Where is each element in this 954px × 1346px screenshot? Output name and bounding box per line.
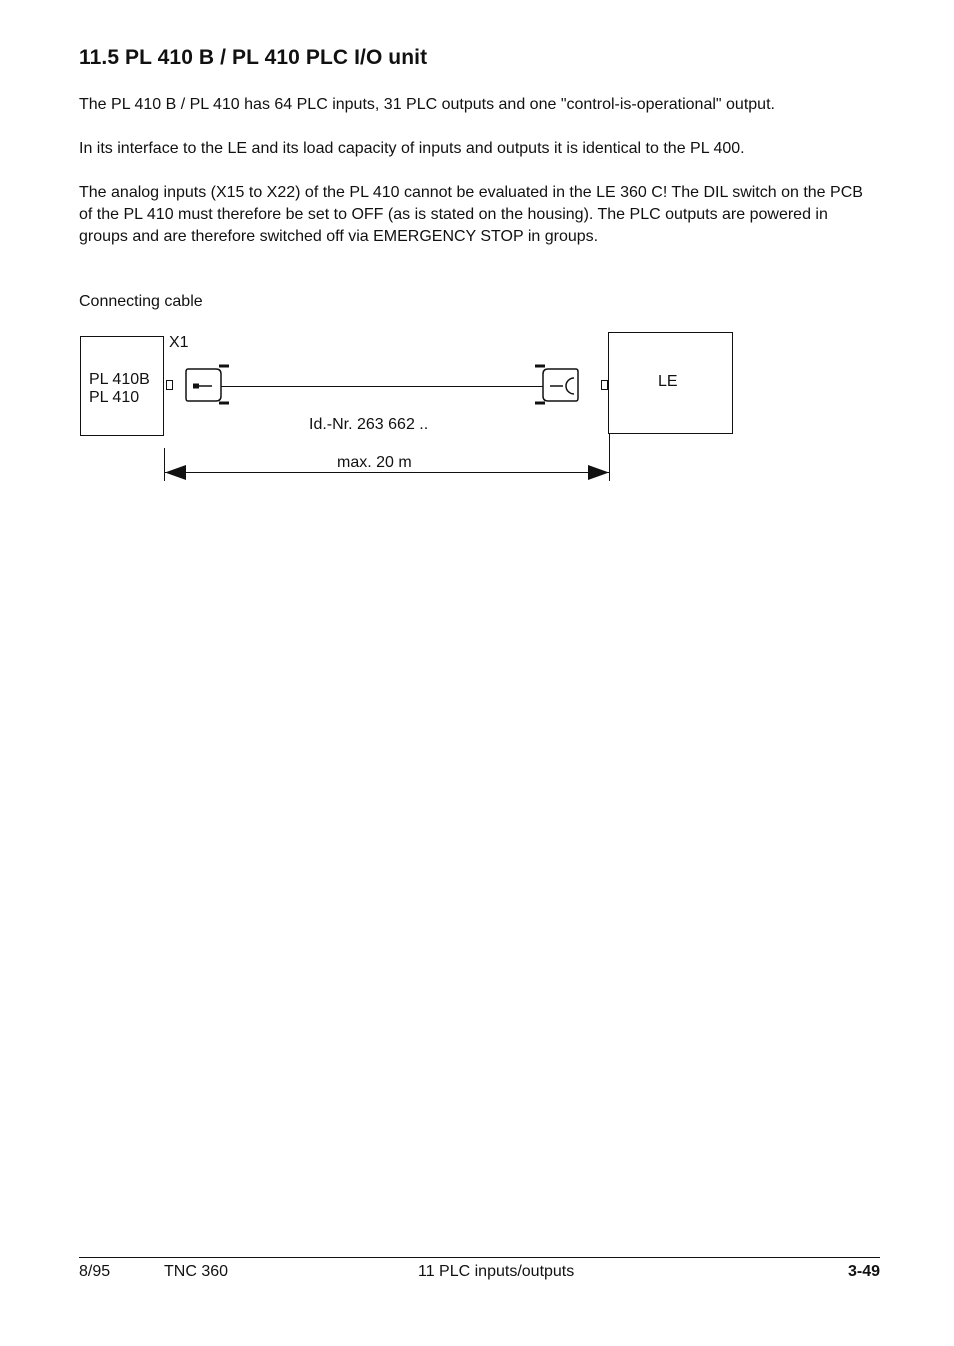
left-socket — [167, 381, 173, 390]
connecting-cable-diagram — [0, 0, 954, 500]
diagram-caption: Connecting cable — [79, 293, 203, 310]
paragraph-io-count: The PL 410 B / PL 410 has 64 PLC inputs, 31 PLC outputs and one "control-is-operational" output. — [79, 96, 775, 113]
paragraph-interface: In its interface to the LE and its load capacity of inputs and outputs it is identical to the PL 400. — [79, 140, 745, 157]
footer-rule — [79, 1257, 880, 1258]
footer-date: 8/95 — [79, 1263, 111, 1280]
left-plug-icon — [186, 366, 229, 403]
length-label: max. 20 m — [337, 454, 412, 471]
left-unit-label-line1: PL 410B — [89, 371, 150, 388]
left-unit-label-line2: PL 410 — [89, 389, 140, 406]
footer-page-number: 3-49 — [847, 1263, 880, 1280]
right-socket — [602, 381, 608, 390]
cable-id-label: Id.-Nr. 263 662 .. — [309, 416, 429, 433]
paragraph-analog-inputs: The analog inputs (X15 to X22) of the PL 410 cannot be evaluated in the LE 360 C! The DIL switch on the PCB of the PL 410 must therefore be set to OFF (as is stated on the housing). The PLC outputs are powered in groups and are therefore switched off via EMERGENCY STOP in groups. — [79, 184, 863, 245]
connector-label-x1: X1 — [169, 334, 189, 351]
footer-chapter: 11 PLC inputs/outputs — [418, 1263, 575, 1280]
section-heading: 11.5 PL 410 B / PL 410 PLC I/O unit — [79, 46, 428, 69]
right-plug-icon — [535, 366, 578, 403]
right-unit-label: LE — [658, 373, 678, 390]
footer-model: TNC 360 — [164, 1263, 229, 1280]
